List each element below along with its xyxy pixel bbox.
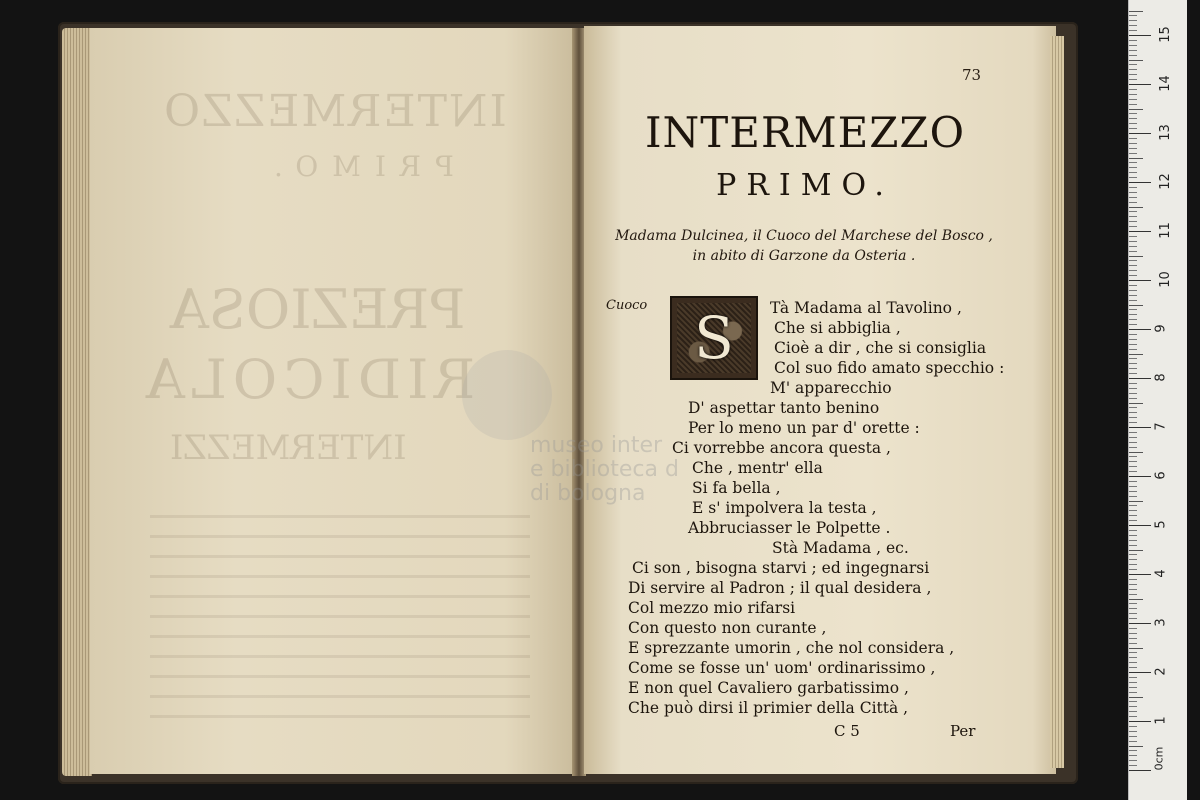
verse-line: Come se fosse un' uom' ordinarissimo , xyxy=(628,659,936,677)
page-edges-right xyxy=(1050,36,1064,768)
ruler-tick xyxy=(1129,687,1137,688)
bleed-through-heading-3: INTERMEZZI xyxy=(170,428,407,468)
ruler-tick xyxy=(1129,461,1137,462)
ruler-tick xyxy=(1129,99,1137,100)
ruler-tick xyxy=(1129,736,1137,737)
ruler-tick xyxy=(1129,388,1137,389)
ruler-tick xyxy=(1129,422,1137,423)
ruler-tick xyxy=(1129,726,1137,727)
ruler-tick xyxy=(1129,207,1143,208)
ruler-tick xyxy=(1129,599,1143,600)
ruler-number: 9 xyxy=(1153,324,1169,333)
ruler-tick xyxy=(1129,84,1151,85)
ruler-tick xyxy=(1129,89,1137,90)
ruler-tick xyxy=(1129,305,1143,306)
ruler-tick xyxy=(1129,40,1137,41)
verse-line: Di servire al Padron ; il qual desidera , xyxy=(628,579,932,597)
ruler-tick xyxy=(1129,354,1143,355)
verse-line: Per lo meno un par d' orette : xyxy=(688,419,920,437)
ruler-tick xyxy=(1129,589,1137,590)
ruler-tick xyxy=(1129,452,1143,453)
ruler-tick xyxy=(1129,94,1137,95)
ruler-tick xyxy=(1129,594,1137,595)
ruler-tick xyxy=(1129,314,1137,315)
verse-line: Si fa bella , xyxy=(692,479,781,497)
ruler-tick xyxy=(1129,339,1137,340)
ruler-tick xyxy=(1129,172,1137,173)
ruler-tick xyxy=(1129,496,1137,497)
ruler-tick xyxy=(1129,545,1137,546)
watermark-logo-icon xyxy=(462,350,552,440)
verse-line: Stà Madama , ec. xyxy=(772,539,909,557)
ruler-number: 1 xyxy=(1153,716,1169,725)
ruler-tick xyxy=(1129,417,1137,418)
ruler-tick xyxy=(1129,69,1137,70)
decorated-initial-icon xyxy=(670,296,758,380)
measurement-ruler xyxy=(1128,0,1187,800)
ruler-tick xyxy=(1129,290,1137,291)
ruler-tick xyxy=(1129,162,1137,163)
ruler-number: 15 xyxy=(1157,26,1173,43)
ruler-tick xyxy=(1129,79,1137,80)
ruler-tick xyxy=(1129,177,1137,178)
ruler-number: 13 xyxy=(1157,124,1173,141)
ruler-tick xyxy=(1129,510,1137,511)
ruler-tick xyxy=(1129,706,1137,707)
ruler-tick xyxy=(1129,300,1137,301)
ruler-tick xyxy=(1129,550,1143,551)
ruler-tick xyxy=(1129,501,1143,502)
ruler-tick xyxy=(1129,211,1137,212)
ruler-tick xyxy=(1129,456,1137,457)
ruler-tick xyxy=(1129,520,1137,521)
ruler-tick xyxy=(1129,569,1137,570)
ruler-tick xyxy=(1129,246,1137,247)
ruler-tick xyxy=(1129,64,1137,65)
ruler-tick xyxy=(1129,153,1137,154)
ruler-tick xyxy=(1129,309,1137,310)
ruler-tick xyxy=(1129,60,1143,61)
ruler-tick xyxy=(1129,750,1137,751)
cast-list xyxy=(604,226,1004,266)
ruler-tick xyxy=(1129,412,1137,413)
ruler-tick xyxy=(1129,579,1137,580)
ruler-tick xyxy=(1129,334,1137,335)
ruler-tick xyxy=(1129,118,1137,119)
ruler-tick xyxy=(1129,358,1137,359)
cast-line-1: Madama Dulcinea, il Cuoco del Marchese del Bosco , xyxy=(615,228,993,244)
ruler-tick xyxy=(1129,643,1137,644)
ruler-tick xyxy=(1129,128,1137,129)
ruler-tick xyxy=(1129,55,1137,56)
verse-line: Tà Madama al Tavolino , xyxy=(770,299,962,317)
bleed-through-heading-2: RIDICOLA xyxy=(140,348,476,411)
ruler-tick xyxy=(1129,349,1137,350)
ruler-tick xyxy=(1129,692,1137,693)
verse-line: D' aspettar tanto benino xyxy=(688,399,880,417)
ruler-tick xyxy=(1129,25,1137,26)
page-subtitle: PRIMO. xyxy=(716,168,894,203)
ruler-tick xyxy=(1129,613,1137,614)
ruler-tick xyxy=(1129,167,1137,168)
ruler-number: 5 xyxy=(1153,520,1169,529)
right-page xyxy=(584,26,1056,774)
ruler-tick xyxy=(1129,652,1137,653)
ruler-tick xyxy=(1129,584,1137,585)
speaker-label: Cuoco xyxy=(606,298,648,313)
verse-line: Cioè a dir , che si consiglia xyxy=(774,339,987,357)
verse-line: Ci vorrebbe ancora questa , xyxy=(672,439,891,457)
verse-line: Ci son , bisogna starvi ; ed ingegnarsi xyxy=(632,559,930,577)
ruler-tick xyxy=(1129,15,1137,16)
ruler-tick xyxy=(1129,628,1137,629)
ruler-tick xyxy=(1129,123,1137,124)
ruler-tick xyxy=(1129,192,1137,193)
catchword: Per xyxy=(950,722,976,740)
verse-line: Che può dirsi il primier della Città , xyxy=(628,699,909,717)
ruler-tick xyxy=(1129,104,1137,105)
watermark-line: di bologna xyxy=(530,481,646,506)
ruler-tick xyxy=(1129,603,1137,604)
ruler-tick xyxy=(1129,486,1137,487)
ruler-tick xyxy=(1129,471,1137,472)
ruler-tick xyxy=(1129,701,1137,702)
bleed-through-heading-1: PREZIOSA xyxy=(170,278,466,341)
ruler-tick xyxy=(1129,197,1137,198)
ruler-tick xyxy=(1129,530,1137,531)
ruler-tick xyxy=(1129,275,1137,276)
ruler-tick xyxy=(1129,30,1137,31)
watermark xyxy=(530,434,700,506)
ruler-tick xyxy=(1129,113,1137,114)
ruler-tick xyxy=(1129,608,1137,609)
ruler-tick xyxy=(1129,731,1137,732)
ruler-tick xyxy=(1129,378,1151,379)
ruler-tick xyxy=(1129,285,1137,286)
verse-line: E non quel Cavaliero garbatissimo , xyxy=(628,679,909,697)
ruler-tick xyxy=(1129,765,1137,766)
verse-line: Col suo fido amato specchio : xyxy=(774,359,1005,377)
ruler-tick xyxy=(1129,393,1137,394)
ruler-tick xyxy=(1129,491,1137,492)
ruler-tick xyxy=(1129,280,1151,281)
ruler-tick xyxy=(1129,427,1151,428)
ruler-tick xyxy=(1129,45,1137,46)
ruler-number: 11 xyxy=(1157,222,1173,239)
ruler-tick xyxy=(1129,138,1137,139)
ruler-tick xyxy=(1129,447,1137,448)
ruler-tick xyxy=(1129,231,1151,232)
ruler-tick xyxy=(1129,442,1137,443)
ruler-tick xyxy=(1129,373,1137,374)
verse-line: E s' impolvera la testa , xyxy=(692,499,877,517)
watermark-line: e biblioteca d xyxy=(530,457,679,482)
ruler-tick xyxy=(1129,74,1137,75)
ruler-tick xyxy=(1129,677,1137,678)
ruler-tick xyxy=(1129,672,1151,673)
ruler-tick xyxy=(1129,50,1137,51)
ruler-tick xyxy=(1129,559,1137,560)
page-title: INTERMEZZO xyxy=(644,108,966,157)
ruler-number: 2 xyxy=(1153,667,1169,676)
ruler-tick xyxy=(1129,344,1137,345)
ruler-tick xyxy=(1129,148,1137,149)
bleed-through-title: INTERMEZZO xyxy=(162,86,507,137)
ruler-tick xyxy=(1129,476,1151,477)
ruler-tick xyxy=(1129,187,1137,188)
verse-line: Che , mentr' ella xyxy=(692,459,823,477)
ruler-tick xyxy=(1129,711,1137,712)
ruler-tick xyxy=(1129,251,1137,252)
ruler-tick xyxy=(1129,466,1137,467)
ruler-tick xyxy=(1129,574,1151,575)
ruler-tick xyxy=(1129,368,1137,369)
ruler-tick xyxy=(1129,216,1137,217)
ruler-tick xyxy=(1129,383,1137,384)
drop-cap-letter: S xyxy=(694,304,734,372)
ruler-tick xyxy=(1129,182,1151,183)
bleed-through-subtitle: PRIMO. xyxy=(260,150,454,183)
ruler-tick xyxy=(1129,319,1137,320)
ruler-tick xyxy=(1129,295,1137,296)
ruler-tick xyxy=(1129,407,1137,408)
ruler-tick xyxy=(1129,554,1137,555)
cast-line-2: in abito di Garzone da Osteria . xyxy=(692,248,916,264)
ruler-number: 7 xyxy=(1153,422,1169,431)
ruler-tick xyxy=(1129,535,1137,536)
ruler-tick xyxy=(1129,481,1137,482)
ruler-number: 12 xyxy=(1157,173,1173,190)
ruler-tick xyxy=(1129,667,1137,668)
ruler-tick xyxy=(1129,741,1137,742)
verse-line: M' apparecchio xyxy=(770,379,892,397)
ruler-number: 3 xyxy=(1153,618,1169,627)
ruler-tick xyxy=(1129,11,1143,12)
verse-line: E sprezzante umorin , che nol considera , xyxy=(628,639,955,657)
ruler-tick xyxy=(1129,770,1151,771)
verse-line: Abbruciasser le Polpette . xyxy=(688,519,891,537)
ruler-tick xyxy=(1129,226,1137,227)
ruler-tick xyxy=(1129,716,1137,717)
bleed-through-lines xyxy=(150,498,530,735)
signature-mark: C 5 xyxy=(834,722,860,740)
ruler-tick xyxy=(1129,515,1137,516)
ruler-number: 4 xyxy=(1153,569,1169,578)
ruler-tick xyxy=(1129,270,1137,271)
ruler-number: 8 xyxy=(1153,373,1169,382)
ruler-tick xyxy=(1129,662,1137,663)
ruler-tick xyxy=(1129,363,1137,364)
watermark-line: museo inter xyxy=(530,433,663,458)
ruler-tick xyxy=(1129,618,1137,619)
ruler-tick xyxy=(1129,657,1137,658)
ruler-unit-label: 0cm xyxy=(1152,746,1166,771)
ruler-tick xyxy=(1129,760,1137,761)
ruler-tick xyxy=(1129,505,1137,506)
ruler-tick xyxy=(1129,432,1137,433)
page-number: 73 xyxy=(962,66,982,84)
ruler-tick xyxy=(1129,20,1137,21)
ruler-tick xyxy=(1129,623,1151,624)
ruler-tick xyxy=(1129,241,1137,242)
ruler-tick xyxy=(1129,109,1143,110)
ruler-tick xyxy=(1129,260,1137,261)
ruler-tick xyxy=(1129,324,1137,325)
ruler-tick xyxy=(1129,540,1137,541)
ruler-number: 10 xyxy=(1157,271,1173,288)
verse-line: Col mezzo mio rifarsi xyxy=(628,599,796,617)
ruler-tick xyxy=(1129,143,1137,144)
ruler-tick xyxy=(1129,221,1137,222)
ruler-tick xyxy=(1129,638,1137,639)
ruler-tick xyxy=(1129,746,1143,747)
ruler-tick xyxy=(1129,35,1151,36)
ruler-tick xyxy=(1129,648,1143,649)
ruler-tick xyxy=(1129,265,1137,266)
ruler-tick xyxy=(1129,437,1137,438)
ruler-number: 14 xyxy=(1157,75,1173,92)
ruler-tick xyxy=(1129,633,1137,634)
ruler-tick xyxy=(1129,403,1143,404)
ruler-tick xyxy=(1129,755,1137,756)
ruler-tick xyxy=(1129,133,1151,134)
ruler-tick xyxy=(1129,697,1143,698)
ruler-tick xyxy=(1129,158,1143,159)
ruler-tick xyxy=(1129,256,1143,257)
page-edges-left xyxy=(62,28,92,776)
ruler-tick xyxy=(1129,564,1137,565)
ruler-tick xyxy=(1129,236,1137,237)
ruler-tick xyxy=(1129,398,1137,399)
ruler-tick xyxy=(1129,721,1151,722)
ruler-tick xyxy=(1129,682,1137,683)
verse-line: Con questo non curante , xyxy=(628,619,827,637)
ruler-tick xyxy=(1129,525,1151,526)
ruler-number: 6 xyxy=(1153,471,1169,480)
ruler-tick xyxy=(1129,329,1151,330)
ruler-tick xyxy=(1129,202,1137,203)
verse-line: Che si abbiglia , xyxy=(774,319,901,337)
